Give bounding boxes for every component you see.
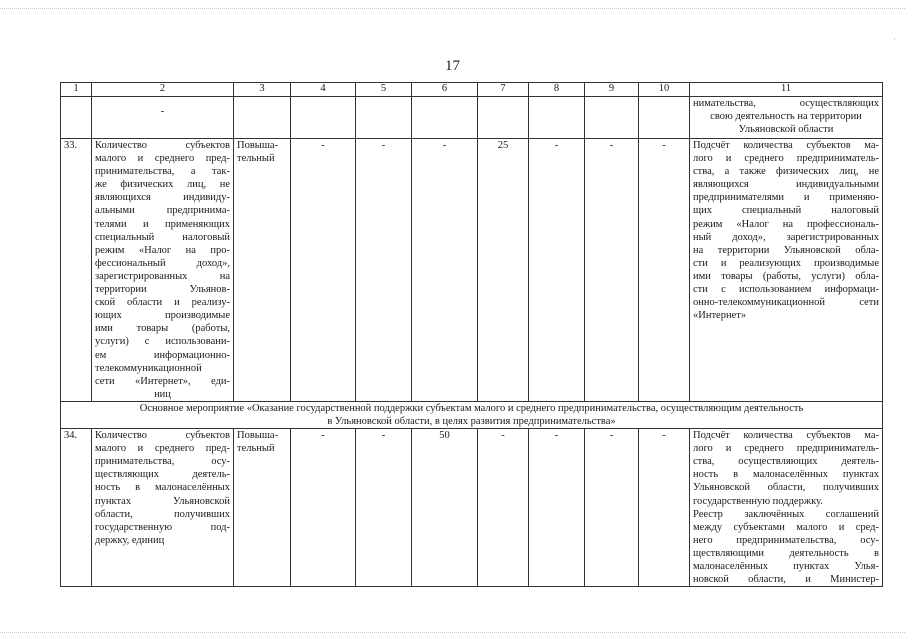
row-number: 34. <box>61 429 92 587</box>
column-number-row <box>61 83 883 97</box>
text-line: Основное мероприятие «Оказание государственной поддержки субъектам малого и среднего предпринимательства, осуществляющим деятельность <box>139 402 804 414</box>
text-line: Количество субъектов <box>95 140 230 151</box>
text-line: малого и среднего пред- <box>95 443 230 455</box>
calculation-method <box>690 139 883 402</box>
table-row-33 <box>61 139 883 402</box>
text-line: телями и применяющих <box>95 218 230 230</box>
text-line: ими товары (работы, <box>95 323 230 335</box>
text-line: онно-телекоммуникационной сети <box>693 297 879 309</box>
text-line: ность в малонаселённых <box>95 482 230 494</box>
value-cell: - <box>412 139 478 402</box>
value-cell: - <box>529 429 585 587</box>
text-line: ской области и реализу- <box>95 297 230 309</box>
column-number: 4 <box>291 83 356 97</box>
text-line: сти и реализующих производимые <box>693 257 879 269</box>
column-number: 5 <box>356 83 412 97</box>
row-number: 33. <box>61 139 92 402</box>
continued-row <box>61 97 883 139</box>
column-number: 2 <box>92 83 234 97</box>
text-line: режим «Налог на профессиональ- <box>693 218 879 230</box>
text-line: Ульяновской области <box>738 124 834 136</box>
scan-artifact-bottom <box>0 632 905 634</box>
value-cell: - <box>356 429 412 587</box>
text-line: являющихся индивиду- <box>95 192 230 204</box>
text-line: щих специальный налоговый <box>693 205 879 217</box>
value-cell: - <box>585 429 639 587</box>
text-line: Подсчёт количества субъектов ма- <box>693 430 879 442</box>
value-cell: - <box>291 139 356 402</box>
text-line: Повыша- <box>237 430 279 442</box>
text-line: лого и среднего предприниматель- <box>693 443 879 455</box>
text-line: ность в малонаселённых пунктах <box>693 469 879 481</box>
text-line: пунктах Ульяновской <box>95 495 230 507</box>
text-line: фессиональный доход», <box>95 257 230 269</box>
column-number: 8 <box>529 83 585 97</box>
text-line: ществляющих деятель- <box>95 469 230 481</box>
column-number: 11 <box>690 83 883 97</box>
text-line: «Интернет» <box>693 310 747 322</box>
text-line: между субъектами малого и сред- <box>693 521 879 533</box>
text-line: тельный <box>237 153 275 165</box>
text-line: принимательства, а так- <box>95 166 230 178</box>
text-line: него предпринимательства, осу- <box>693 534 879 546</box>
value-cell: - <box>291 429 356 587</box>
text-line: Реестр заключённых соглашений <box>693 508 879 520</box>
text-line: Подсчёт количества субъектов ма- <box>693 140 879 151</box>
column-number: 9 <box>585 83 639 97</box>
value-cell: - <box>639 139 690 402</box>
text-line: зарегистрированных на <box>95 270 230 282</box>
text-line: сети «Интернет», еди- <box>95 375 230 387</box>
text-line: ими товары (работы, услуги) обла- <box>693 270 879 282</box>
text-line: малого и среднего пред- <box>95 153 230 165</box>
text-line: принимательства, осу- <box>95 456 230 468</box>
value-cell: - <box>585 139 639 402</box>
text-line: лого и среднего предприниматель- <box>693 153 879 165</box>
text-line: услуги) с использовани- <box>95 336 230 348</box>
continued-method <box>690 97 883 139</box>
margin-mark: · <box>893 34 896 44</box>
text-line: тельный <box>237 443 275 455</box>
text-line: режим «Налог на про- <box>95 244 230 256</box>
indicator-name <box>92 139 234 402</box>
text-line: ства, а также физических лиц, не <box>693 166 879 178</box>
text-line: свою деятельность на территории <box>710 111 862 123</box>
scan-artifact-top <box>0 8 905 10</box>
value-cell: - <box>529 139 585 402</box>
indicators-table <box>60 82 883 587</box>
table-row-34 <box>61 429 883 587</box>
text-line: на территории Ульяновской обла- <box>693 244 879 256</box>
text-line: территории Ульянов- <box>95 284 230 296</box>
text-line: нимательства, осуществляющих <box>693 98 879 109</box>
text-line: ем информационно- <box>95 349 230 361</box>
text-line: малонаселённых пунктах Улья- <box>693 561 879 572</box>
value-cell: 25 <box>478 139 529 402</box>
text-line: же физических лиц, не <box>95 179 230 191</box>
continued-indicator: - <box>92 97 234 139</box>
column-number: 6 <box>412 83 478 97</box>
text-line: области, получивших <box>95 508 230 520</box>
indicator-type <box>234 139 291 402</box>
text-line: телекоммуникационной <box>95 362 202 374</box>
text-line: сти с использованием информаци- <box>693 284 879 296</box>
text-line: Ульяновской области, получивших <box>693 482 879 494</box>
text-line: Повыша- <box>237 140 279 151</box>
column-number: 3 <box>234 83 291 97</box>
text-line: предпринимателями и применяю- <box>693 192 879 204</box>
page-number: 17 <box>445 58 460 74</box>
text-line: в Ульяновской области, в целях развития предпринимательства» <box>327 415 616 427</box>
text-line: ществляющими деятельность в <box>693 547 879 559</box>
text-line: новской области, и Министер- <box>693 574 879 586</box>
calculation-method <box>690 429 883 587</box>
text-line: специальный налоговый <box>95 231 230 243</box>
indicator-name <box>92 429 234 587</box>
text-line: государственную под- <box>95 521 230 533</box>
text-line: ный доход», зарегистрированных <box>693 231 879 243</box>
text-line: ющих производимые <box>95 310 230 322</box>
text-line: держку, единиц <box>95 534 165 546</box>
column-number: 7 <box>478 83 529 97</box>
value-cell: 50 <box>412 429 478 587</box>
value-cell: - <box>639 429 690 587</box>
column-number: 10 <box>639 83 690 97</box>
indicator-type <box>234 429 291 587</box>
column-number: 1 <box>61 83 92 97</box>
text-line: являющихся индивидуальными <box>693 179 879 191</box>
section-heading <box>61 401 883 428</box>
text-line: ства, осуществляющих деятель- <box>693 456 879 468</box>
section-heading-row <box>61 401 883 428</box>
text-line: государственную поддержку. <box>693 495 823 507</box>
value-cell: - <box>478 429 529 587</box>
value-cell: - <box>356 139 412 402</box>
text-line: ниц <box>154 388 171 400</box>
text-line: альными предпринима- <box>95 205 230 217</box>
text-line: Количество субъектов <box>95 430 230 442</box>
